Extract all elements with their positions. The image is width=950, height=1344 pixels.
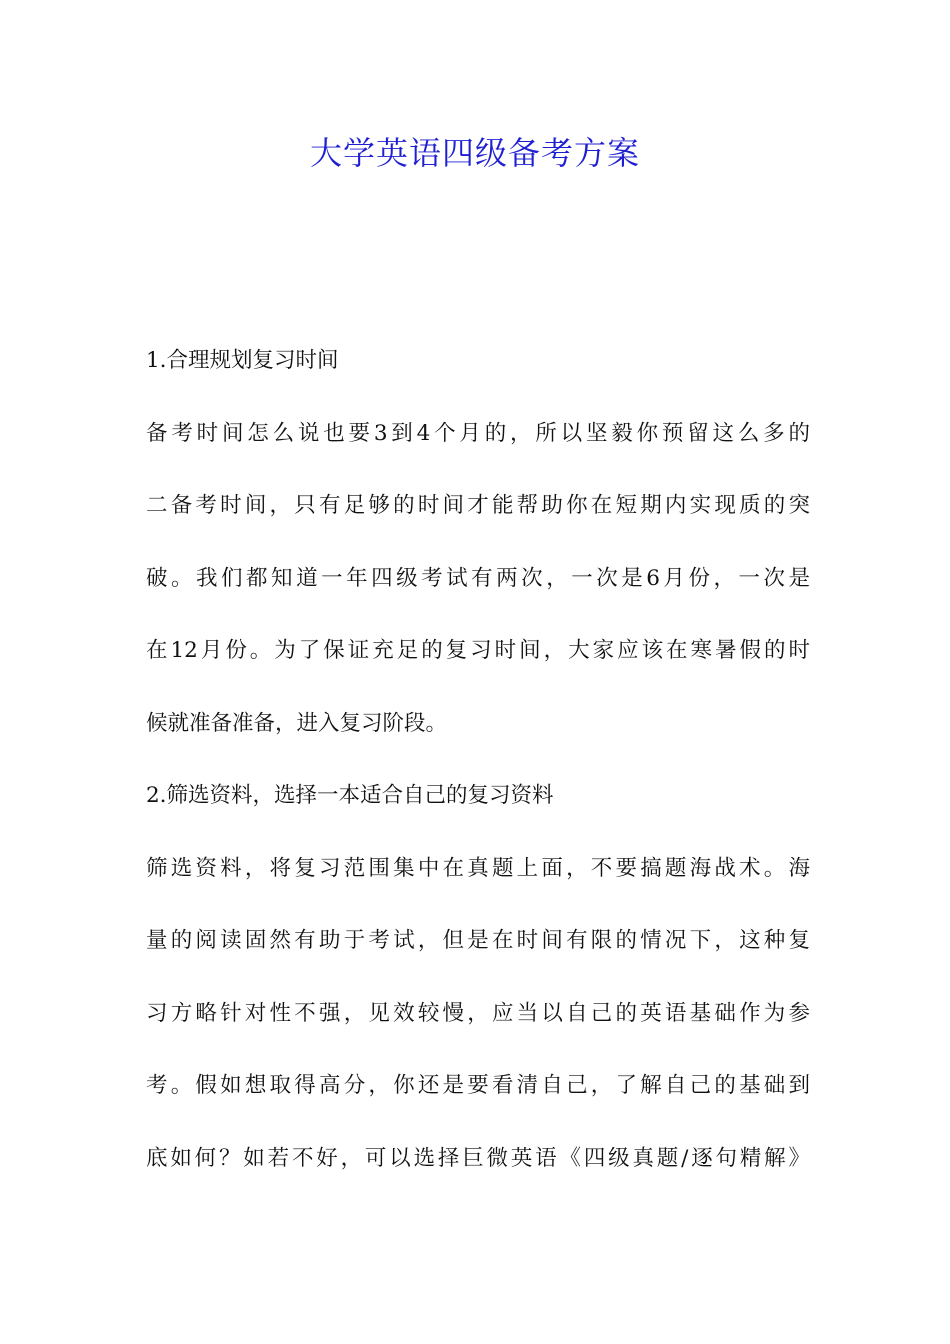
paragraph-line: 底如何？如若不好，可以选择巨微英语《四级真题/逐句精解》 <box>146 1145 810 1171</box>
paragraph-line: 量的阅读固然有助于考试，但是在时间有限的情况下，这种复 <box>146 928 810 953</box>
section-heading: 2.筛选资料，选择一本适合自己的复习资料 <box>146 783 554 808</box>
paragraph-line: 习方略针对性不强，见效较慢，应当以自己的英语基础作为参 <box>146 1000 810 1026</box>
paragraph-line: 备考时间怎么说也要3到4个月的，所以坚毅你预留这么多的 <box>146 420 810 446</box>
section-heading: 1.合理规划复习时间 <box>146 348 339 373</box>
paragraph-line: 破。我们都知道一年四级考试有两次，一次是6月份，一次是 <box>146 565 810 591</box>
paragraph-line: 在12月份。为了保证充足的复习时间，大家应该在寒暑假的时 <box>146 638 810 663</box>
document-title: 大学英语四级备考方案 <box>309 134 640 172</box>
paragraph-line: 候就准备准备，进入复习阶段。 <box>146 710 448 736</box>
paragraph-line: 二备考时间，只有足够的时间才能帮助你在短期内实现质的突 <box>146 493 810 518</box>
paragraph-line: 筛选资料，将复习范围集中在真题上面，不要搞题海战术。海 <box>146 855 810 881</box>
document-body <box>146 337 810 1207</box>
paragraph-line: 考。假如想取得高分，你还是要看清自己，了解自己的基础到 <box>146 1073 810 1098</box>
